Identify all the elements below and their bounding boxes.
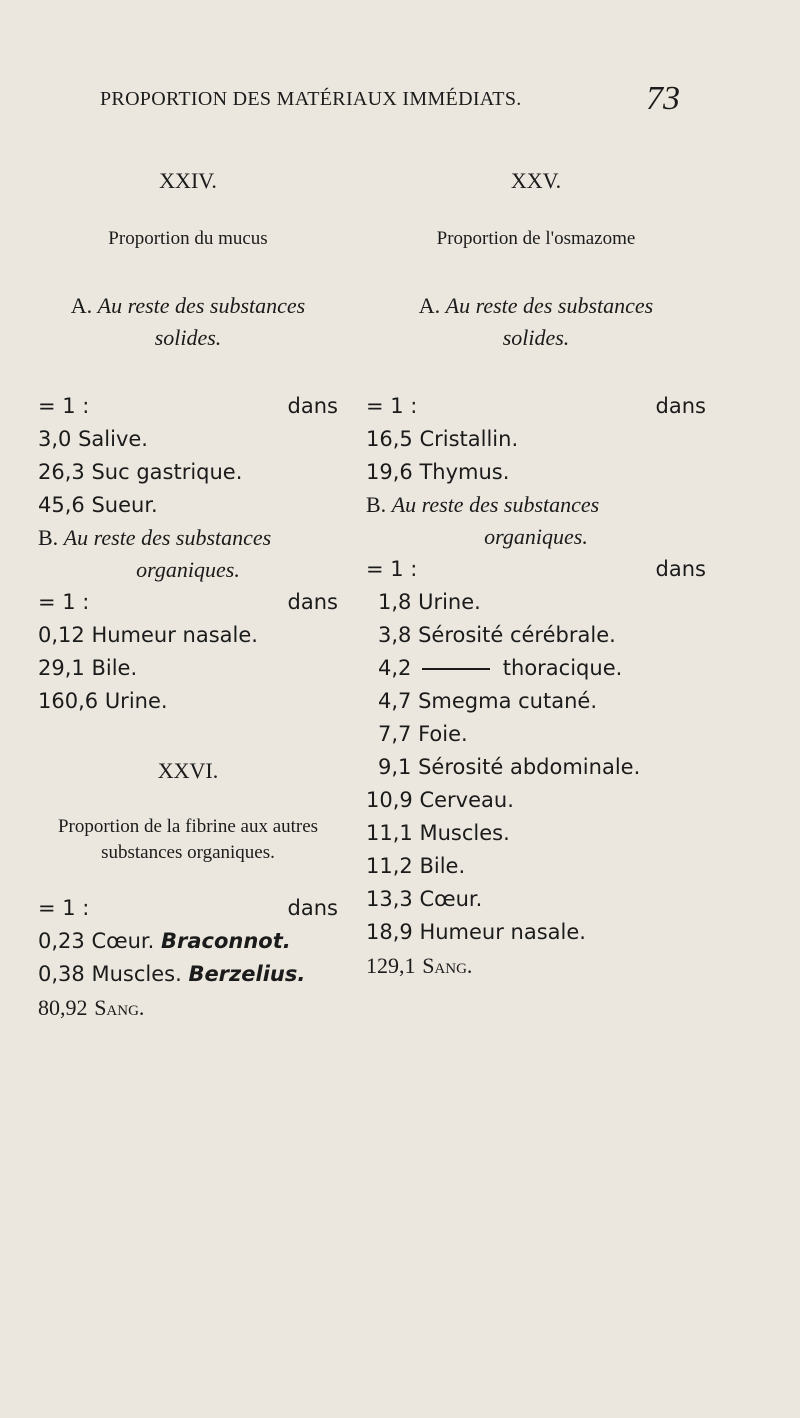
list-item <box>366 423 706 456</box>
entry-value: 45,6 <box>38 493 85 517</box>
list-item <box>366 817 706 850</box>
entry-label: Bile. <box>91 656 138 680</box>
list-item <box>366 619 706 652</box>
entry-label: Cristallin. <box>419 427 519 451</box>
entry-value: 16,5 <box>366 427 413 451</box>
section-number-xxvi: XXVI. <box>157 758 219 783</box>
ratio-label: = 1 : <box>38 896 90 920</box>
ratio-label: = 1 : <box>38 394 90 418</box>
entry-list-fibrine <box>38 925 338 1025</box>
list-item <box>366 456 706 489</box>
entry-value: 160,6 <box>38 689 99 713</box>
ratio-dans: dans <box>655 394 706 418</box>
list-item <box>38 685 338 718</box>
entry-label: Sang. <box>422 953 473 978</box>
list-item <box>366 685 706 718</box>
entry-label: thoracique. <box>502 656 623 680</box>
entry-value: 3,0 <box>38 427 72 451</box>
entry-value: 9,1 <box>378 755 412 779</box>
ratio-dans: dans <box>287 394 338 418</box>
subsection-b-heading <box>38 522 338 586</box>
subsection-a-heading <box>38 290 338 354</box>
ratio-label: = 1 : <box>366 394 418 418</box>
entry-value: 11,2 <box>366 854 413 878</box>
entry-value: 18,9 <box>366 920 413 944</box>
entry-label: Sang. <box>94 995 145 1020</box>
ratio-dans: dans <box>655 557 706 581</box>
page-number: 73 <box>646 80 680 117</box>
list-item <box>38 991 338 1025</box>
list-item <box>366 850 706 883</box>
section-caption <box>38 814 338 866</box>
entry-value: 80,92 <box>38 995 88 1020</box>
entry-label: Cœur. <box>91 929 155 953</box>
entry-label: Sueur. <box>91 493 158 517</box>
list-item <box>366 751 706 784</box>
subsection-title: Au reste des substances <box>445 293 654 318</box>
list-item <box>38 925 338 958</box>
entry-value: 0,23 <box>38 929 85 953</box>
list-item <box>366 652 706 685</box>
entry-value: 0,38 <box>38 962 85 986</box>
entry-value: 3,8 <box>378 623 412 647</box>
list-item <box>38 456 338 489</box>
subsection-title-cont: organiques. <box>136 557 240 582</box>
subsection-prefix: B. <box>366 492 387 517</box>
section-number-xxiv: XXIV. <box>159 168 217 193</box>
subsection-prefix: B. <box>38 525 59 550</box>
entry-list-a <box>38 423 338 522</box>
entry-list-b <box>366 586 706 983</box>
subsection-title: Au reste des substances <box>63 525 272 550</box>
ratio-line <box>366 553 706 586</box>
running-title: PROPORTION DES MATÉRIAUX IMMÉDIATS. <box>100 88 522 110</box>
entry-label: Thymus. <box>419 460 510 484</box>
entry-value: 19,6 <box>366 460 413 484</box>
list-item <box>38 652 338 685</box>
entry-value: 1,8 <box>378 590 412 614</box>
ratio-dans: dans <box>287 590 338 614</box>
entry-label: Sérosité abdominale. <box>418 755 641 779</box>
entry-label: Urine. <box>104 689 168 713</box>
entry-list-a <box>366 423 706 489</box>
list-item <box>366 718 706 751</box>
section-caption: Proportion du mucus <box>108 228 268 249</box>
ratio-line <box>38 586 338 619</box>
section-caption: Proportion de l'osmazome <box>436 228 636 249</box>
entry-value: 13,3 <box>366 887 413 911</box>
list-item <box>366 916 706 949</box>
entry-value: 7,7 <box>378 722 412 746</box>
entry-label: Salive. <box>78 427 148 451</box>
entry-label: Cerveau. <box>419 788 514 812</box>
entry-list-b <box>38 619 338 718</box>
entry-label: Humeur nasale. <box>419 920 586 944</box>
subsection-prefix: A. <box>70 293 93 318</box>
list-item <box>38 958 338 991</box>
ditto-dash <box>422 668 490 670</box>
left-column <box>38 168 338 1025</box>
subsection-title-cont: solides. <box>154 325 222 350</box>
entry-value: 129,1 <box>366 953 416 978</box>
list-item <box>38 423 338 456</box>
entry-label: Cœur. <box>419 887 483 911</box>
entry-value: 0,12 <box>38 623 85 647</box>
entry-label: Urine. <box>418 590 481 614</box>
list-item <box>366 949 706 983</box>
subsection-title-cont: solides. <box>502 325 570 350</box>
subsection-a-heading <box>366 290 706 354</box>
ratio-label: = 1 : <box>38 590 90 614</box>
subsection-title: Au reste des substances <box>391 492 600 517</box>
ratio-label: = 1 : <box>366 557 418 581</box>
entry-value: 4,2 <box>378 656 412 680</box>
list-item <box>366 586 706 619</box>
entry-label: Muscles. <box>419 821 510 845</box>
subsection-b-heading <box>366 489 706 553</box>
right-column <box>366 168 706 983</box>
entry-value: 29,1 <box>38 656 85 680</box>
subsection-prefix: A. <box>418 293 441 318</box>
caption-line: substances organiques. <box>101 842 275 863</box>
entry-value: 11,1 <box>366 821 413 845</box>
list-item <box>366 784 706 817</box>
subsection-title-cont: organiques. <box>484 524 588 549</box>
section-number-xxv: XXV. <box>510 168 562 193</box>
list-item <box>38 619 338 652</box>
ratio-line <box>366 390 706 423</box>
entry-label: Foie. <box>418 722 468 746</box>
entry-author: Berzelius. <box>188 962 306 986</box>
list-item <box>366 883 706 916</box>
ratio-dans: dans <box>287 896 338 920</box>
entry-label: Bile. <box>419 854 466 878</box>
list-item <box>38 489 338 522</box>
entry-label: Muscles. <box>91 962 182 986</box>
entry-value: 10,9 <box>366 788 413 812</box>
ratio-line <box>38 892 338 925</box>
entry-author: Braconnot. <box>160 929 291 953</box>
caption-line: Proportion de la fibrine aux autres <box>57 816 319 837</box>
entry-label: Sérosité cérébrale. <box>418 623 616 647</box>
entry-label: Humeur nasale. <box>91 623 258 647</box>
subsection-title: Au reste des substances <box>97 293 306 318</box>
entry-value: 4,7 <box>378 689 412 713</box>
ratio-line <box>38 390 338 423</box>
entry-value: 26,3 <box>38 460 85 484</box>
entry-label: Smegma cutané. <box>418 689 597 713</box>
entry-label: Suc gastrique. <box>91 460 243 484</box>
